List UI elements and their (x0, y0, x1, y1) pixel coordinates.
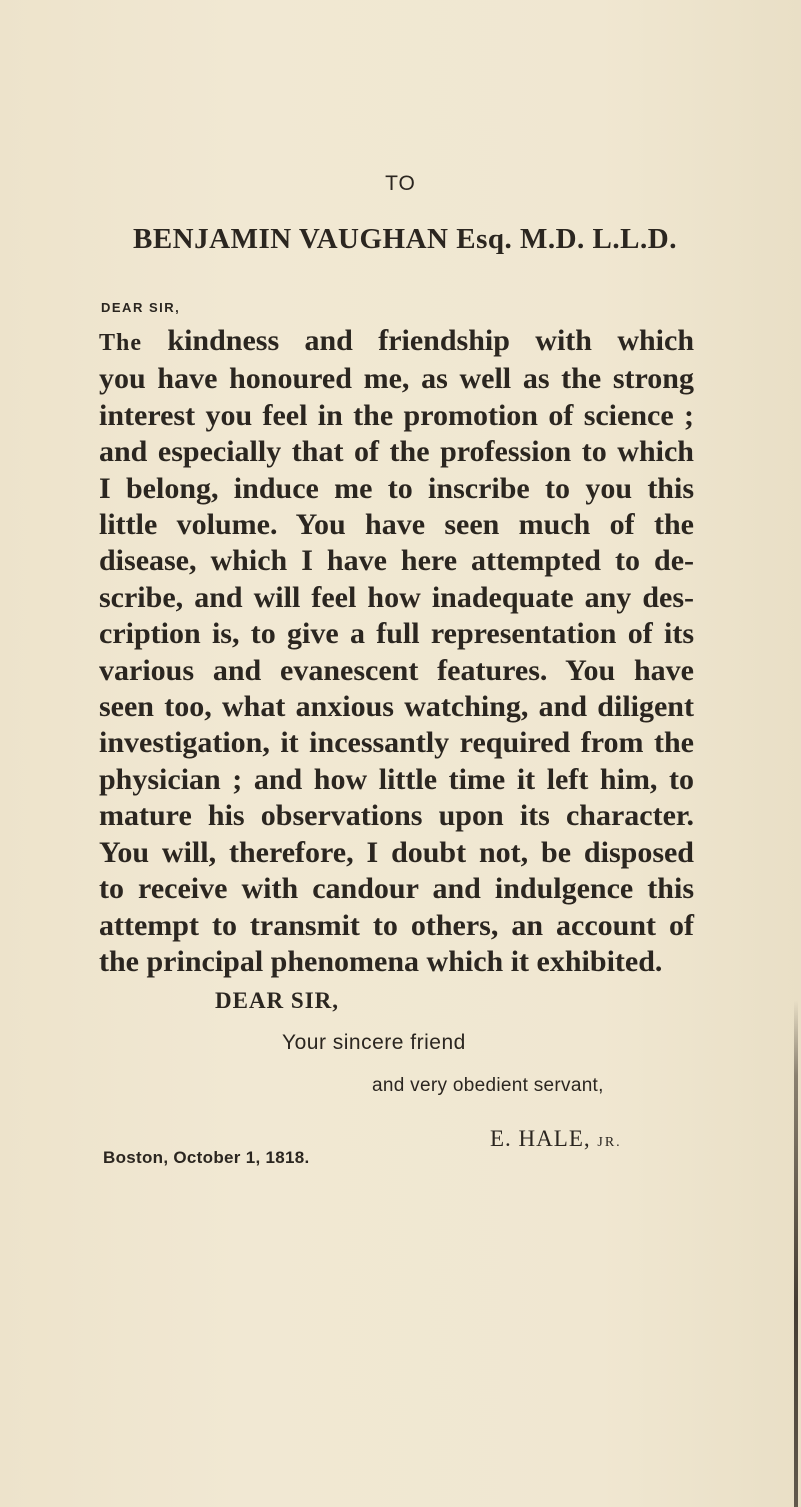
page-edge-shadow (794, 1000, 798, 1507)
closing-salutation: DEAR SIR, (215, 988, 340, 1013)
dedicatee-name: BENJAMIN VAUGHAN Esq. M.D. L.L.D. (133, 223, 677, 255)
body-line-1-rest: kindness and friendship with which (142, 324, 694, 357)
body-line: little volume. You have seen much of the (99, 508, 694, 542)
closing-friend: Your sincere friend (282, 1031, 466, 1054)
body-line: You will, therefore, I doubt not, be disposed (99, 835, 694, 869)
salutation: DEAR SIR, (101, 300, 181, 315)
body-line: I belong, induce me to inscribe to you this (99, 471, 694, 505)
body-line: the principal phenomena which it exhibited. (99, 944, 663, 978)
body-line: to receive with candour and indulgence this (99, 872, 694, 906)
signature-suffix: JR. (597, 1135, 622, 1150)
closing-servant: and very obedient servant, (372, 1075, 604, 1096)
body-line: interest you feel in the promotion of science ; (99, 398, 694, 432)
signature (490, 1126, 622, 1152)
body-line: you have honoured me, as well as the strong (99, 362, 694, 396)
body-line: and especially that of the profession to which (99, 435, 694, 469)
body-line: mature his observations upon its character. (99, 799, 694, 833)
signature-name: E. HALE, (490, 1126, 591, 1151)
body-line: various and evanescent features. You have (99, 653, 694, 687)
body-line-1 (99, 323, 694, 361)
body-line: attempt to transmit to others, an account of (99, 908, 694, 942)
body-line: physician ; and how little time it left him, to (99, 762, 694, 796)
body-line: disease, which I have here attempted to de- (99, 544, 694, 578)
body-first-word: The (99, 330, 143, 356)
body-line: scribe, and will feel how inadequate any des- (99, 580, 694, 614)
body-line: investigation, it incessantly required from the (99, 726, 694, 760)
dedication-body (99, 323, 694, 980)
body-line: cription is, to give a full representation of its (99, 617, 694, 651)
place-date: Boston, October 1, 1818. (103, 1148, 310, 1167)
dedication-to: TO (385, 172, 416, 195)
body-line: seen too, what anxious watching, and diligent (99, 690, 694, 724)
